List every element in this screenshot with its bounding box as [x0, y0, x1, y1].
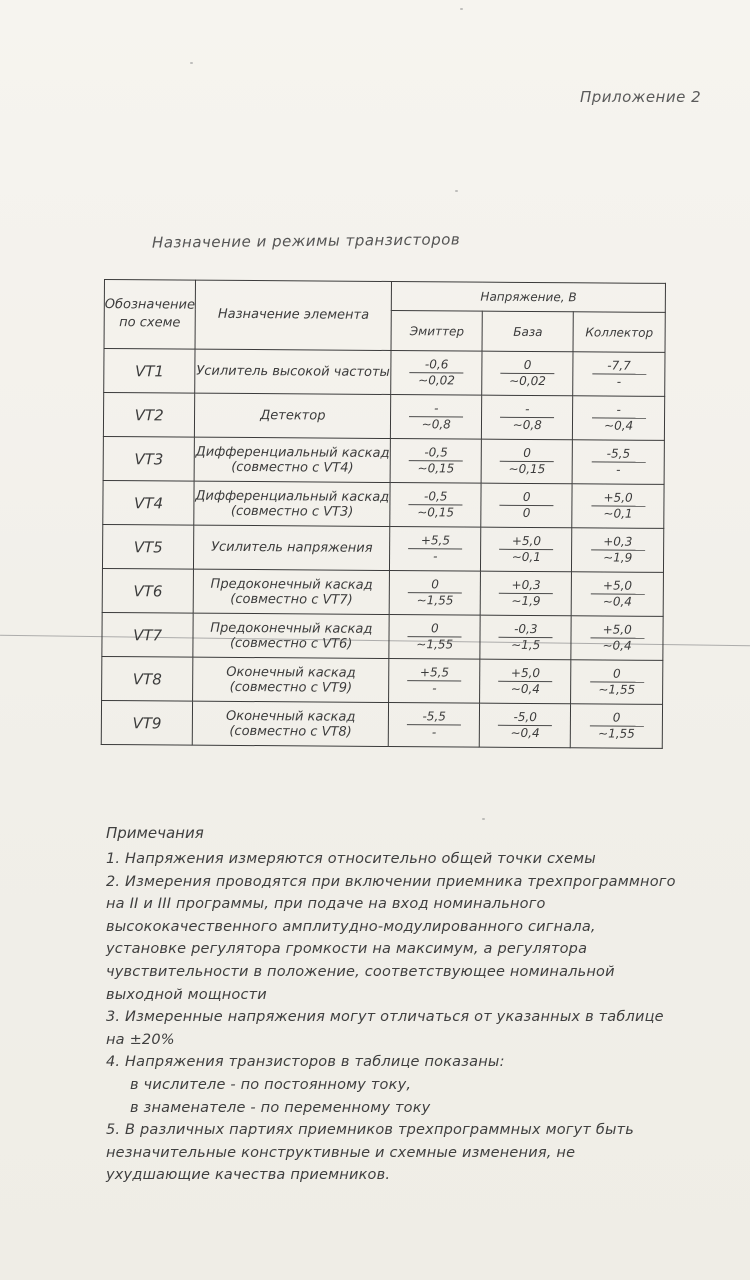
row-purpose: Предоконечный каскад (совместно с VT6)	[193, 613, 389, 658]
base-ac-voltage: ~0,1	[511, 549, 541, 565]
base-ac-voltage: ~0,4	[510, 681, 541, 697]
collector-voltage-fraction	[590, 578, 644, 609]
collector-voltage-cell	[572, 528, 664, 573]
note-item: 5. В различных партиях приемников трехпрограммных могут быть незначительные конструктивные и схемные изменения, не ухудшающие качества приемников.	[106, 1122, 635, 1184]
emitter-ac-voltage: ~0,02	[418, 373, 456, 388]
collector-dc-voltage: -5,5	[591, 446, 645, 462]
base-voltage-fraction	[499, 534, 553, 565]
collector-dc-voltage: -	[592, 402, 646, 418]
row-designation: VT5	[102, 524, 194, 569]
emitter-dc-voltage: -0,5	[409, 445, 463, 461]
collector-voltage-fraction	[592, 402, 646, 433]
emitter-ac-voltage: ~0,15	[417, 461, 455, 476]
collector-dc-voltage: +0,3	[591, 534, 645, 550]
row-designation: VT6	[102, 568, 194, 613]
emitter-dc-voltage: 0	[408, 621, 462, 637]
base-dc-voltage: +0,3	[499, 578, 553, 594]
emitter-voltage-fraction	[407, 709, 461, 740]
collector-voltage-cell	[572, 440, 664, 485]
note-item: в числителе - по постоянному току,	[130, 1076, 412, 1093]
base-voltage-fraction	[500, 402, 554, 433]
table-row	[103, 393, 664, 441]
emitter-voltage-fraction	[407, 665, 461, 696]
header-emitter: Эмиттер	[391, 311, 482, 351]
base-voltage-fraction	[499, 622, 553, 653]
collector-dc-voltage: 0	[590, 666, 644, 682]
appendix-label: Приложение 2	[580, 88, 702, 106]
base-dc-voltage: -0,3	[499, 622, 553, 638]
table-title: Назначение и режимы транзисторов	[151, 230, 461, 252]
collector-ac-voltage: -	[616, 462, 621, 477]
base-voltage-cell	[482, 351, 573, 396]
emitter-ac-voltage: ~0,8	[421, 417, 451, 432]
base-voltage-cell	[480, 659, 571, 704]
collector-ac-voltage: ~1,55	[598, 726, 635, 741]
base-voltage-cell	[481, 483, 572, 528]
base-voltage-cell	[481, 439, 572, 484]
table-row	[102, 568, 663, 616]
collector-voltage-fraction	[589, 710, 643, 741]
base-voltage-fraction	[499, 578, 553, 609]
collector-dc-voltage: +5,0	[591, 490, 645, 506]
emitter-voltage-cell	[390, 483, 481, 528]
collector-ac-voltage: -	[616, 374, 622, 389]
base-ac-voltage: 0	[522, 505, 531, 520]
row-designation: VT8	[102, 656, 194, 701]
collector-ac-voltage: ~1,55	[598, 682, 636, 697]
emitter-dc-voltage: +5,5	[408, 533, 462, 549]
emitter-dc-voltage: +5,5	[407, 665, 461, 681]
base-dc-voltage: 0	[500, 446, 554, 462]
row-purpose: Оконечный каскад (совместно с VT9)	[193, 657, 389, 702]
row-purpose: Дифференциальный каскад (совместно с VT3)	[194, 481, 390, 526]
collector-ac-voltage: ~0,1	[603, 506, 633, 521]
collector-dc-voltage: -7,7	[592, 358, 646, 374]
row-designation: VT3	[103, 436, 195, 481]
row-purpose: Оконечный каскад (совместно с VT8)	[192, 701, 388, 746]
collector-dc-voltage: 0	[590, 710, 644, 726]
collector-dc-voltage: +5,0	[590, 578, 644, 594]
collector-voltage-fraction	[590, 666, 644, 697]
table-row	[103, 436, 664, 484]
header-voltage: Напряжение, В	[392, 282, 666, 313]
emitter-ac-voltage: ~0,15	[417, 505, 455, 520]
row-designation: VT4	[103, 480, 195, 525]
collector-dc-voltage: +5,0	[590, 622, 644, 638]
row-purpose: Детектор	[195, 393, 391, 438]
emitter-voltage-fraction	[409, 401, 463, 432]
table-row	[104, 349, 665, 397]
emitter-ac-voltage: -	[432, 681, 437, 696]
emitter-voltage-fraction	[410, 357, 464, 388]
base-dc-voltage: +5,0	[498, 666, 552, 682]
emitter-voltage-fraction	[408, 621, 462, 652]
base-dc-voltage: 0	[501, 358, 555, 374]
emitter-voltage-cell	[390, 527, 481, 572]
emitter-voltage-cell	[389, 571, 480, 616]
base-dc-voltage: 0	[500, 490, 554, 506]
notes-title: Примечания	[106, 824, 204, 842]
header-base: База	[482, 312, 573, 352]
collector-ac-voltage: ~0,4	[602, 638, 632, 653]
note-item: в знаменателе - по переменному току	[130, 1099, 431, 1116]
emitter-voltage-fraction	[408, 533, 462, 564]
base-voltage-cell	[480, 703, 571, 748]
base-voltage-cell	[480, 571, 571, 616]
collector-ac-voltage: ~0,4	[603, 418, 634, 433]
collector-voltage-fraction	[591, 534, 645, 565]
table-row	[102, 612, 663, 660]
base-voltage-fraction	[500, 490, 554, 521]
collector-voltage-fraction	[590, 622, 644, 653]
row-purpose: Предоконечный каскад (совместно с VT7)	[193, 569, 389, 614]
base-voltage-cell	[481, 527, 572, 572]
base-voltage-cell	[480, 615, 571, 660]
base-ac-voltage: ~1,5	[511, 637, 541, 653]
collector-voltage-fraction	[591, 490, 645, 521]
collector-voltage-cell	[573, 396, 665, 441]
collector-voltage-cell	[571, 660, 663, 705]
base-voltage-fraction	[498, 666, 552, 697]
emitter-voltage-fraction	[409, 445, 463, 476]
base-ac-voltage: ~0,4	[510, 725, 540, 741]
table-row	[102, 656, 663, 704]
emitter-ac-voltage: -	[431, 725, 437, 740]
row-purpose: Дифференциальный каскад (совместно с VT4)	[194, 437, 390, 482]
base-voltage-cell	[482, 395, 573, 440]
scan-speck	[455, 190, 458, 192]
transistor-modes-table	[101, 279, 666, 749]
table-header-row	[104, 280, 665, 313]
table-row	[103, 480, 664, 528]
collector-voltage-cell	[573, 352, 665, 397]
base-ac-voltage: ~0,02	[509, 373, 546, 389]
collector-voltage-fraction	[591, 446, 645, 477]
emitter-voltage-cell	[390, 439, 481, 484]
emitter-voltage-fraction	[408, 577, 462, 608]
emitter-dc-voltage: -0,6	[410, 357, 464, 373]
note-item: 3. Измеренные напряжения могут отличаться от указанных в таблице на ±20%	[106, 1009, 664, 1048]
base-voltage-fraction	[500, 358, 554, 389]
row-purpose: Усилитель напряжения	[194, 525, 390, 570]
emitter-voltage-cell	[389, 615, 480, 660]
collector-voltage-cell	[572, 484, 664, 529]
collector-voltage-fraction	[592, 358, 646, 389]
emitter-ac-voltage: -	[433, 549, 438, 564]
header-collector: Коллектор	[573, 312, 665, 352]
base-ac-voltage: ~0,8	[512, 417, 542, 433]
emitter-voltage-cell	[391, 395, 482, 440]
emitter-voltage-cell	[389, 702, 480, 747]
base-voltage-fraction	[498, 710, 552, 741]
base-ac-voltage: ~1,9	[511, 593, 541, 609]
note-item: 1. Напряжения измеряются относительно общей точки схемы	[106, 851, 596, 867]
note-item: 2. Измерения проводятся при включении приемника трехпрограммного на II и III программы, при подаче на вход номинального высококачественного амплитудно-модулированного сигнала, установке регулятора громкости на максимум, а регулятора чувствительности в положение, соответствующее номинальной выходной мощности	[106, 873, 676, 1003]
row-purpose: Усилитель высокой частоты	[195, 349, 391, 394]
header-designation: Обозначение по схеме	[104, 280, 196, 350]
emitter-dc-voltage: -0,5	[409, 489, 463, 505]
base-dc-voltage: +5,0	[499, 534, 553, 550]
header-purpose: Назначение элемента	[195, 280, 392, 350]
collector-voltage-cell	[570, 704, 662, 749]
emitter-ac-voltage: ~1,55	[416, 637, 454, 652]
row-designation: VT7	[102, 612, 194, 657]
base-dc-voltage: -	[500, 402, 554, 418]
emitter-ac-voltage: ~1,55	[416, 593, 454, 608]
row-designation: VT2	[103, 393, 195, 438]
emitter-voltage-fraction	[409, 489, 463, 520]
emitter-dc-voltage: -5,5	[407, 709, 461, 725]
row-designation: VT9	[101, 700, 193, 745]
collector-voltage-cell	[571, 616, 663, 661]
scan-speck	[460, 8, 463, 10]
emitter-voltage-cell	[391, 351, 482, 396]
emitter-voltage-cell	[389, 658, 480, 703]
row-designation: VT1	[104, 349, 196, 394]
table-row	[101, 700, 662, 748]
base-dc-voltage: -5,0	[498, 710, 552, 726]
scan-speck	[190, 62, 193, 64]
emitter-dc-voltage: 0	[408, 577, 462, 593]
table-row	[102, 524, 663, 572]
emitter-dc-voltage: -	[409, 401, 463, 417]
notes-block	[106, 824, 676, 1187]
scan-speck	[482, 818, 485, 820]
base-ac-voltage: ~0,15	[508, 461, 546, 477]
collector-ac-voltage: ~0,4	[602, 594, 632, 609]
base-voltage-fraction	[500, 446, 554, 477]
collector-ac-voltage: ~1,9	[603, 550, 633, 565]
note-item: 4. Напряжения транзисторов в таблице показаны:	[106, 1054, 505, 1071]
collector-voltage-cell	[571, 572, 663, 617]
